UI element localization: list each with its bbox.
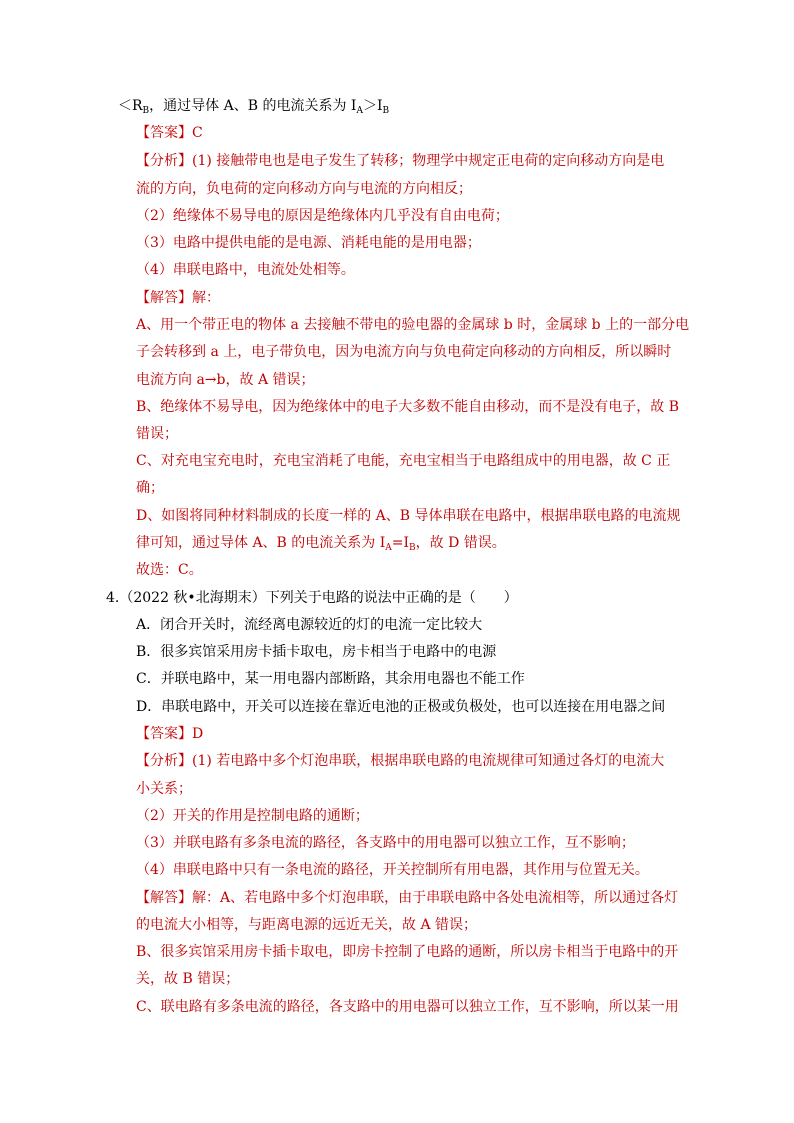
question-stem: 4.（2022 秋•北海期末）下列关于电路的说法中正确的是（ ）: [106, 590, 518, 606]
text-line: 错误；: [136, 426, 178, 442]
text-line: D、如图将同种材料制成的长度一样的 A、B 导体串联在电路中，根据串联电路的电流规: [136, 508, 681, 524]
text-line: A、用一个带正电的物体 a 去接触不带电的验电器的金属球 b 时，金属球 b 上的一部分电: [136, 317, 690, 333]
text-line: 子会转移到 a 上，电子带负电，因为电流方向与负电荷定向移动的方向相反，所以瞬时: [136, 344, 672, 360]
text-line: $<R_B$，通过导体 A、B 的电流关系为 $I_A>I_B$: [118, 98, 390, 116]
text-line: B、很多宾馆采用房卡插卡取电，即房卡控制了电路的通断，所以房卡相当于电路中的开: [136, 944, 679, 960]
text-line: 小关系；: [136, 781, 192, 797]
option-d: D．串联电路中，开关可以连接在靠近电池的正极或负极处，也可以连接在用电器之间: [136, 699, 666, 715]
answer-line: 【答案】C: [136, 125, 203, 141]
text-line: 确；: [136, 480, 164, 496]
text-line: （4）串联电路中，电流处处相等。: [136, 262, 355, 278]
analysis-line: 【分析】(1) 若电路中多个灯泡串联，根据串联电路的电流规律可知通过各灯的电流大: [136, 753, 665, 769]
option-b: B．很多宾馆采用房卡插卡取电，房卡相当于电路中的电源: [136, 644, 497, 660]
text-line: 律可知，通过导体 A、B 的电流关系为 $I_A=I_B$，故 D 错误。: [136, 535, 506, 553]
text-line: （3）并联电路有多条电流的路径，各支路中的用电器可以独立工作，互不影响；: [136, 835, 635, 851]
text-line: （3）电路中提供电能的是电源、消耗电能的是用电器；: [136, 235, 481, 251]
option-a: A．闭合开关时，流经离电源较近的灯的电流一定比较大: [136, 617, 483, 633]
text-line: B、绝缘体不易导电，因为绝缘体中的电子大多数不能自由移动，而不是没有电子，故 B: [136, 399, 680, 415]
text-line: 关，故 B 错误；: [136, 971, 240, 987]
text-line: 故选：C。: [136, 562, 203, 578]
text-line: 的电流大小相等，与距离电源的远近无关，故 A 错误；: [136, 917, 478, 933]
answer-line: 【答案】D: [136, 726, 204, 742]
text-line: （2）开关的作用是控制电路的通断；: [136, 808, 369, 824]
option-c: C．并联电路中，某一用电器内部断路，其余用电器也不能工作: [136, 671, 525, 687]
text-line: 电流方向 a→b，故 A 错误；: [136, 372, 315, 388]
solution-line: 【解答】解：A、若电路中多个灯泡串联，由于串联电路中各处电流相等，所以通过各灯: [136, 890, 679, 906]
text-line: 流的方向，负电荷的定向移动方向与电流的方向相反；: [136, 181, 472, 197]
text-line: （4）串联电路中只有一条电流的路径，开关控制所有用电器，其作用与位置无关。: [136, 862, 649, 878]
analysis-line: 【分析】(1) 接触带电也是电子发生了转移；物理学中规定正电荷的定向移动方向是电: [136, 153, 665, 169]
text-line: （2）绝缘体不易导电的原因是绝缘体内几乎没有自由电荷；: [136, 208, 509, 224]
solution-line: 【解答】解：: [136, 290, 220, 306]
text-line: C、对充电宝充电时，充电宝消耗了电能，充电宝相当于电路组成中的用电器，故 C 正: [136, 453, 671, 469]
text-line: C、联电路有多条电流的路径，各支路中的用电器可以独立工作，互不影响，所以某一用: [136, 999, 679, 1015]
